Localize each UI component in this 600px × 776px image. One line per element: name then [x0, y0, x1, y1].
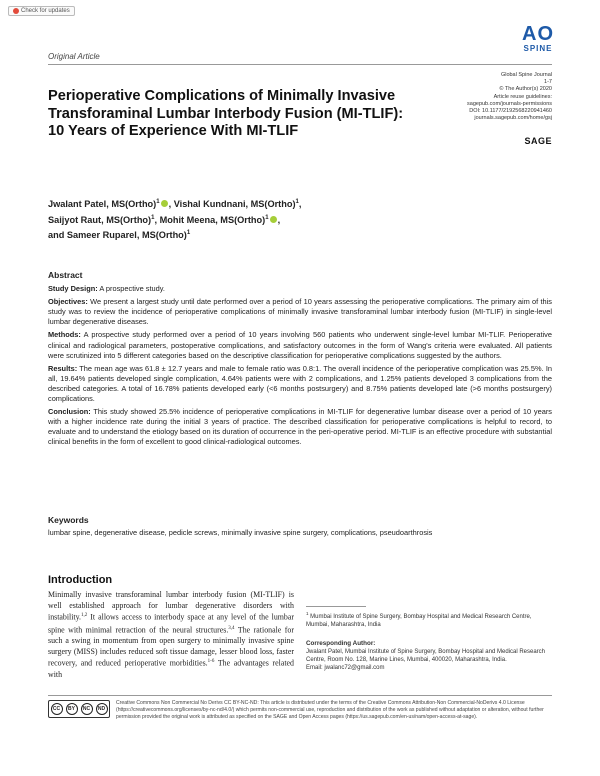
keywords: [48, 515, 552, 537]
author-affiliation-marker: 1: [295, 199, 299, 205]
text: A prospective study performed over a period of 10 years involving 560 patients who underwent single-level lumbar MI-TLIF. Perioperative clinical and radiological parameters, postoperative complications, and satisfactory outcomes in the form of Wang's criteria were evaluated. All patients were scrutinized into 5 different categories based on the descriptive classification for perioperative complications suggested by the authors.: [48, 330, 552, 360]
license-divider: [48, 695, 552, 696]
affiliation: [306, 606, 552, 629]
author-affiliation-marker: 1: [186, 230, 191, 237]
label: Study Design:: [48, 284, 98, 294]
check-updates-label: Check for updates: [21, 8, 70, 14]
article-type: Original Article: [48, 52, 100, 61]
text: A prospective study.: [97, 284, 165, 294]
intro-text-part: The advantages related with: [48, 659, 294, 679]
author-name: Vishal Kundnani, MS(Ortho): [173, 199, 296, 210]
meta-doi[interactable]: DOI: 10.1177/2192568220941460: [469, 108, 552, 115]
footnote-divider: [306, 606, 366, 607]
article-title: Perioperative Complications of Minimally Invasive Transforaminal Lumbar Interbody Fusion (MI-TLIF): 10 Years of Experience With MI-TLIF: [48, 88, 404, 139]
citation[interactable]: 1-6: [207, 659, 215, 665]
author-affiliation-marker: 1: [265, 214, 269, 221]
author-affiliation-marker: 1: [151, 214, 155, 221]
check-for-updates-badge[interactable]: [8, 6, 75, 16]
author-name: Jwalant Patel, MS(Ortho): [48, 199, 157, 210]
author-name: and Sameer Ruparel, MS(Ortho): [48, 230, 187, 241]
author-separator: ,: [168, 199, 174, 210]
by-icon: BY: [66, 703, 78, 715]
affiliation-text: Mumbai Institute of Spine Surgery, Bombay Hospital and Medical Research Centre, Mumbai, Maharashtra, India: [306, 614, 532, 628]
label: Methods:: [48, 330, 81, 340]
logo-spine: SPINE: [523, 44, 553, 53]
meta-copyright: © The Author(s) 2020: [499, 86, 552, 93]
label: Conclusion:: [48, 407, 91, 417]
introduction-text: [48, 590, 294, 681]
affiliation-marker: 1: [306, 611, 309, 616]
abstract-results: [48, 364, 552, 404]
logo-ao: AO: [522, 23, 554, 45]
journal-meta: [467, 72, 552, 122]
intro-text-part: It allows access to interbody space at any level of the lumbar spine with minimal retraction of the neural structures.: [48, 613, 294, 635]
text: We present a largest study until date performed over a period of 10 years assessing the perioperative complications. The primary aim of this study was to review the incidence of perioperative complications of minimally invasive transforaminal lumbar interbody fusion (MI-TLIF) in single-level lumbar degenerative diseases.: [48, 297, 552, 327]
meta-permissions-link[interactable]: sagepub.com/journals-permissions: [467, 100, 552, 107]
abstract-heading: Abstract: [48, 270, 83, 280]
license: [48, 700, 552, 721]
header-divider: [48, 64, 552, 65]
license-text: Creative Commons Non Commercial No Derivs CC BY-NC-ND: This article is distributed under the terms of the Creative Commons Attribution-Non Commercial-NoDerivs 4.0 License (https://creativecommons.org/licenses/by-nc-nd/4.0/) which permits non-commercial use, reproduction and distribution of the work as published without adaptation or alteration, without further permission provided the original work is attributed as specified on the SAGE and Open Access pages (https://us.sagepub.com/en-us/nam/open-access-at-sage).: [116, 700, 544, 720]
keywords-heading: Keywords: [48, 515, 89, 525]
meta-reuse: Article reuse guidelines:: [493, 93, 552, 100]
orcid-icon[interactable]: [270, 216, 277, 223]
label: Objectives:: [48, 297, 88, 307]
author-affiliation-marker: 1: [156, 199, 160, 205]
cc-license-icon[interactable]: [48, 700, 110, 718]
abstract-study-design: [48, 284, 552, 294]
nd-icon: ND: [96, 703, 108, 715]
author-separator: ,: [298, 199, 302, 210]
citation[interactable]: 1,2: [81, 613, 88, 619]
text: The mean age was 61.8 ± 12.7 years and male to female ratio was 0.8:1. The overall incidence of the perioperative complication was 25.5%. In all, 19.64% patients developed single complication, 4.64% patients were with 2 complications, and 1.25% patients developed 3 complications from the described categories. A total of 16.78% patients developed early (<6 months postsurgery) and 8.75% patients developed late (>6 months postsurgery) complications.: [48, 363, 552, 404]
text: This study showed 25.5% incidence of perioperative complications in MI-TLIF for degenerative lumbar disease over a period of 10 years with a higher incidence rate during the initial 3 years of practice. The described classification for perioperative complications is helpful to record, to evaluate and to understand the etiology based on its duration of occurrence in the peri-operative period. MI-TLIF is an effective procedure with substantial clinical benefits in the form of excellent to good clinical-radiological outcomes.: [48, 407, 552, 447]
label: Results:: [48, 363, 78, 373]
meta-journal-link[interactable]: journals.sagepub.com/home/gsj: [474, 115, 552, 122]
author-name: Saijyot Raut, MS(Ortho): [48, 214, 152, 225]
abstract-objectives: [48, 297, 552, 327]
author-separator: ,: [154, 214, 160, 225]
intro-text-part: Minimally invasive transforaminal lumbar interbody fusion (MI-TLIF) is well established approach for lumbar degenerative disorders with instability.: [48, 590, 294, 623]
introduction-heading: Introduction: [48, 574, 113, 586]
citation[interactable]: 3,4: [228, 625, 235, 631]
meta-journal: Global Spine Journal: [500, 72, 552, 78]
author-name: Mohit Meena, MS(Ortho): [159, 214, 266, 225]
check-updates-icon: [13, 8, 19, 14]
orcid-icon[interactable]: [161, 200, 168, 207]
abstract-conclusion: [48, 407, 552, 447]
nc-icon: NC: [81, 703, 93, 715]
author-list: [48, 196, 408, 243]
corresponding-heading: Corresponding Author:: [306, 640, 376, 647]
keywords-list: lumbar spine, degenerative disease, pedicle screws, minimally invasive spine surgery, complications, pseudoarthrosis: [48, 528, 433, 537]
abstract-methods: [48, 330, 552, 360]
journal-logo: [522, 24, 554, 53]
corresponding-author: [306, 640, 552, 672]
cc-icon: CC: [51, 703, 63, 715]
abstract: [48, 270, 552, 451]
corresponding-email[interactable]: Email: jwalanc72@gmail.com: [306, 665, 385, 671]
intro-text-part: The rationale for such a swing in momentum from open surgery to minimally invasive spine surgery (MISS) includes reduced soft tissue damage, lesser blood loss, faster recovery, and reduced perioperative morbidities.: [48, 625, 294, 669]
publisher-logo: SAGE: [524, 136, 552, 146]
meta-pages: 1-7: [544, 79, 552, 86]
author-separator: ,: [277, 214, 281, 225]
corresponding-address: Jwalant Patel, Mumbai Institute of Spine Surgery, Bombay Hospital and Medical Research Centre, Room No. 128, Marine Lines, Mumbai, 400020, Maharashtra, India.: [306, 649, 546, 663]
